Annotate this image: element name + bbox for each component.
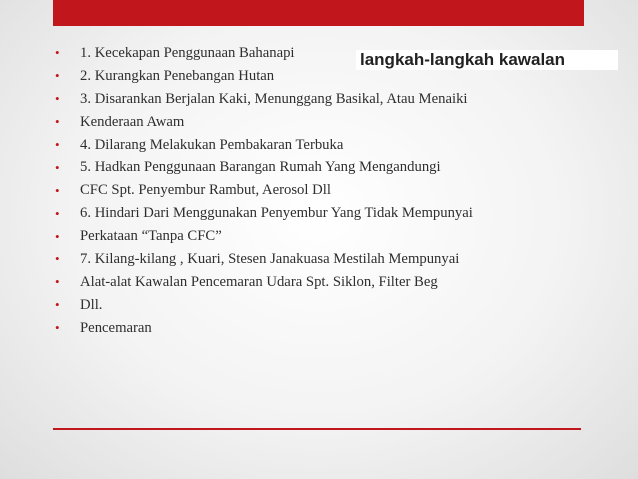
list-item-text: Dll. bbox=[80, 296, 103, 313]
list-item bbox=[55, 156, 473, 179]
list-item bbox=[55, 225, 473, 248]
list-item bbox=[55, 294, 473, 317]
bullet-icon: • bbox=[55, 137, 60, 152]
list-item-text: 4. Dilarang Melakukan Pembakaran Terbuka bbox=[80, 136, 344, 153]
top-accent-bar bbox=[53, 0, 584, 26]
list-item-text: 7. Kilang-kilang , Kuari, Stesen Janakuasa Mestilah Mempunyai bbox=[80, 250, 460, 267]
list-item-text: 2. Kurangkan Penebangan Hutan bbox=[80, 67, 275, 84]
list-item-text: Kenderaan Awam bbox=[80, 113, 185, 130]
bullet-icon: • bbox=[55, 182, 60, 198]
bullet-icon: • bbox=[55, 228, 60, 244]
bullet-icon: • bbox=[55, 159, 60, 175]
list-item bbox=[55, 111, 473, 134]
list-item bbox=[55, 202, 473, 225]
bullet-list bbox=[55, 42, 473, 340]
list-item-text: 5. Hadkan Penggunaan Barangan Rumah Yang Mengandungi bbox=[80, 159, 441, 176]
list-item bbox=[55, 317, 473, 340]
list-item bbox=[55, 248, 473, 271]
bullet-icon: • bbox=[55, 91, 60, 107]
list-item-text: Perkataan “Tanpa CFC” bbox=[80, 228, 222, 245]
slide-title: langkah-langkah kawalan bbox=[356, 50, 618, 70]
list-item bbox=[55, 179, 473, 202]
bullet-icon: • bbox=[55, 320, 60, 336]
bullet-icon: • bbox=[55, 45, 60, 61]
bottom-divider bbox=[53, 428, 581, 430]
list-item bbox=[55, 88, 473, 111]
bullet-icon: • bbox=[55, 274, 60, 290]
bullet-icon: • bbox=[55, 297, 60, 313]
list-item-text: 1. Kecekapan Penggunaan Bahanapi bbox=[80, 44, 295, 61]
list-item-text: 6. Hindari Dari Menggunakan Penyembur Yang Tidak Mempunyai bbox=[80, 205, 473, 222]
bullet-icon: • bbox=[55, 205, 60, 221]
list-item-text: CFC Spt. Penyembur Rambut, Aerosol Dll bbox=[80, 182, 331, 199]
list-item-text: Alat-alat Kawalan Pencemaran Udara Spt. Siklon, Filter Beg bbox=[80, 273, 438, 290]
bullet-icon: • bbox=[55, 251, 60, 267]
list-item-text: Pencemaran bbox=[80, 319, 152, 336]
list-item-text: 3. Disarankan Berjalan Kaki, Menunggang Basikal, Atau Menaiki bbox=[80, 90, 468, 107]
list-item bbox=[55, 271, 473, 294]
list-item bbox=[55, 134, 473, 157]
bullet-icon: • bbox=[55, 68, 60, 84]
bullet-icon: • bbox=[55, 114, 60, 130]
